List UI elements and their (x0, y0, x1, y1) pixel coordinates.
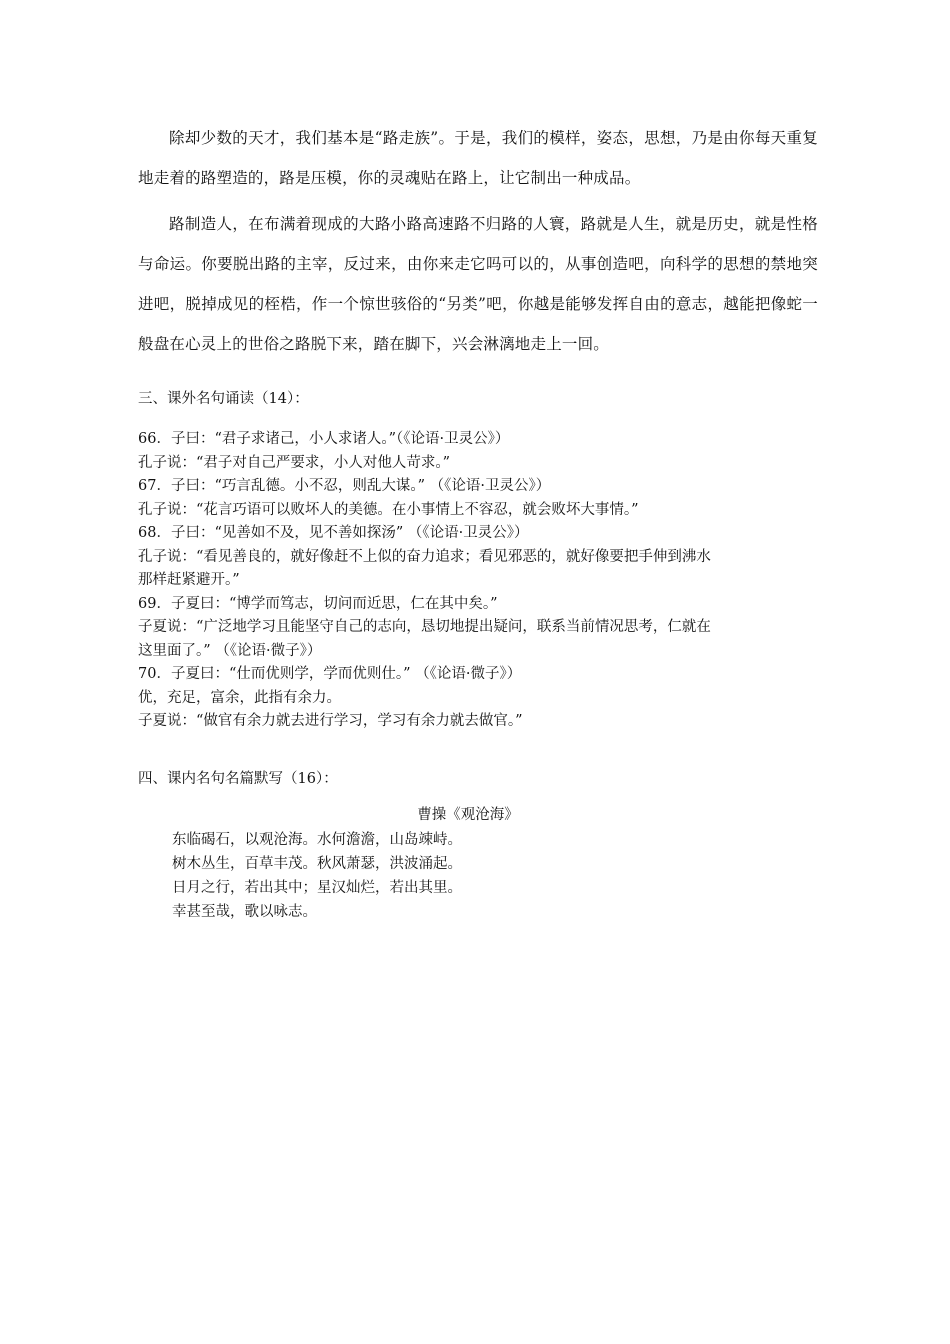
saying-line: 子夏说：“广泛地学习且能坚守自己的志向，恳切地提出疑问，联系当前情况思考，仁就在 (138, 619, 711, 635)
saying-line: 69．子夏曰：“博学而笃志，切问而近思，仁在其中矣。” (138, 595, 498, 612)
saying-line: 孔子说：“看见善良的，就好像赶不上似的奋力追求；看见邪恶的，就好像要把手伸到沸水 (138, 548, 711, 565)
essay-paragraph: 除却少数的天才，我们基本是“路走族”。于是，我们的模样，姿态，思想，乃是由你每天重复地走着的路塑造的，路是压模，你的灵魂贴在路上，让它制出一种成品。 (138, 129, 818, 187)
saying-line: 67．子曰：“巧言乱德。小不忍，则乱大谋。” （《论语·卫灵公》） (138, 478, 551, 494)
saying-line: 优，充足，富余，此指有余力。 (138, 689, 341, 706)
sayings-heading: 三、课外名句诵读（14）： (138, 391, 309, 407)
saying-line: 68．子曰：“见善如不及，见不善如探汤” （《论语·卫灵公》） (138, 525, 529, 541)
saying-line: 子夏说：“做官有余力就去进行学习，学习有余力就去做官。” (138, 713, 523, 729)
poem-line: 日月之行，若出其中；星汉灿烂，若出其里。 (172, 880, 462, 896)
poem-line: 东临碣石，以观沧海。水何澹澹，山岛竦峙。 (172, 832, 462, 848)
essay-paragraph: 路制造人，在布满着现成的大路小路高速路不归路的人寰，路就是人生，就是历史，就是性格与命运。你要脱出路的主宰，反过来，由你来走它吗可以的，从事创造吧，向科学的思想的禁地突进吧，脱掉成见的桎梏，作一个惊世骇俗的“另类”吧，你越是能够发挥自由的意志，越能把像蛇一般盘在心灵上的世俗之路脱下来，踏在脚下，兴会淋漓地走上一回。 (138, 215, 818, 353)
poem-section-heading: 四、课内名句名篇默写（16）： (138, 771, 338, 787)
poem-line: 树木丛生，百草丰茂。秋风萧瑟，洪波涌起。 (172, 856, 462, 872)
poem-line: 幸甚至哉，歌以咏志。 (172, 904, 317, 920)
saying-line: 孔子说：“花言巧语可以败坏人的美德。在小事情上不容忍，就会败坏大事情。” (138, 501, 639, 518)
saying-line: 66．子曰：“君子求诸己，小人求诸人。”（《论语·卫灵公》） (138, 431, 510, 447)
saying-line: 那样赶紧避开。” (138, 572, 240, 588)
essay-section (138, 118, 818, 370)
saying-line: 这里面了。” （《论语·微子》） (138, 642, 322, 659)
sayings-section (138, 388, 818, 734)
poem-section (138, 768, 818, 924)
saying-line: 孔子说：“君子对自己严要求，小人对他人苛求。” (138, 454, 451, 471)
poem-title: 曹操《观沧海》 (417, 807, 519, 823)
saying-line: 70．子夏曰：“仕而优则学，学而优则仕。” （《论语·微子》） (138, 666, 522, 682)
